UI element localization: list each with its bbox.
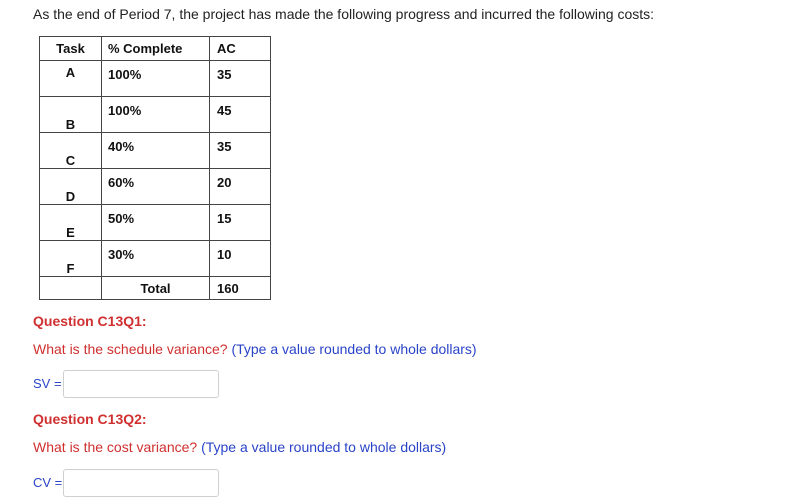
cv-input[interactable] xyxy=(63,469,219,497)
task-cell: B xyxy=(65,117,76,132)
task-cell: C xyxy=(65,153,76,168)
ac-cell: 45 xyxy=(217,103,232,118)
percent-cell: 50% xyxy=(108,211,135,226)
total-label: Total xyxy=(140,281,171,296)
question-1-prompt: What is the schedule variance? xyxy=(33,341,228,357)
percent-cell: 100% xyxy=(108,103,142,118)
ac-cell: 35 xyxy=(217,67,232,82)
percent-cell: 100% xyxy=(108,67,142,82)
question-2-text xyxy=(33,439,446,455)
question-1-heading: Question C13Q1: xyxy=(33,313,147,329)
header-ac: AC xyxy=(210,37,271,61)
table-total-row xyxy=(40,277,271,300)
header-percent-complete: % Complete xyxy=(102,37,210,61)
ac-cell: 35 xyxy=(217,139,232,154)
task-cell: A xyxy=(65,65,76,80)
task-cell: F xyxy=(66,261,75,276)
table-row xyxy=(40,241,271,277)
header-task: Task xyxy=(40,37,102,61)
ac-cell: 10 xyxy=(217,247,232,262)
table-row xyxy=(40,133,271,169)
progress-table xyxy=(39,36,271,300)
total-blank-cell xyxy=(40,277,102,300)
table-row xyxy=(40,61,271,97)
ac-cell: 15 xyxy=(217,211,232,226)
question-2-prompt: What is the cost variance? xyxy=(33,439,198,455)
percent-cell: 30% xyxy=(108,247,135,262)
question-1-hint: (Type a value rounded to whole dollars) xyxy=(231,341,477,357)
cv-label: CV = xyxy=(33,475,63,490)
table-row xyxy=(40,97,271,133)
intro-text: As the end of Period 7, the project has made the following progress and incurred the following costs: xyxy=(33,6,655,22)
table-row xyxy=(40,205,271,241)
question-1-text xyxy=(33,341,477,357)
task-cell: D xyxy=(65,189,76,204)
table-header-row xyxy=(40,37,271,61)
table-row xyxy=(40,169,271,205)
sv-label: SV = xyxy=(33,376,62,391)
question-2-hint: (Type a value rounded to whole dollars) xyxy=(201,439,447,455)
ac-cell: 20 xyxy=(217,175,232,190)
total-ac-value: 160 xyxy=(217,281,239,296)
question-2-heading: Question C13Q2: xyxy=(33,411,147,427)
percent-cell: 60% xyxy=(108,175,135,190)
sv-input[interactable] xyxy=(63,370,219,398)
task-cell: E xyxy=(66,225,75,240)
percent-cell: 40% xyxy=(108,139,135,154)
